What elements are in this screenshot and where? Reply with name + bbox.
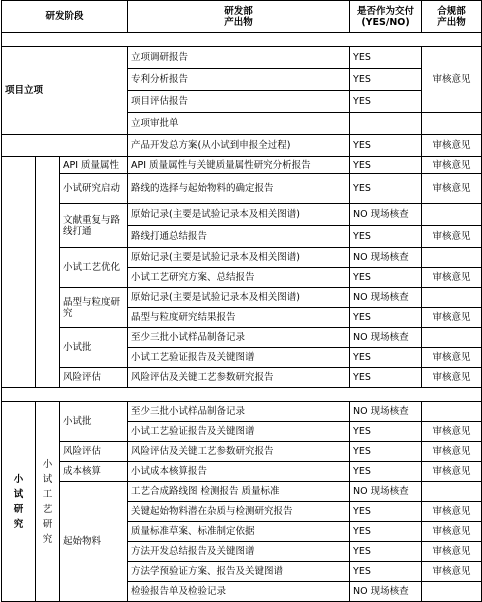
deliver-cell: YES bbox=[350, 462, 422, 482]
table-row bbox=[2, 288, 482, 308]
deliver-cell: YES bbox=[350, 174, 422, 204]
compliance-cell: 审核意见 bbox=[422, 462, 482, 482]
table-row bbox=[2, 174, 482, 204]
header-stage: 研发阶段 bbox=[2, 1, 128, 33]
output-cell: 专利分析报告 bbox=[128, 69, 350, 91]
table-row bbox=[2, 328, 482, 348]
deliver-cell: YES bbox=[350, 91, 422, 113]
deliver-cell: NO 现场核查 bbox=[350, 402, 422, 422]
header-compliance-output: 合规部 产出物 bbox=[422, 1, 482, 33]
compliance-cell: 审核意见 bbox=[422, 174, 482, 204]
table-row bbox=[2, 47, 482, 69]
compliance-cell: 审核意见 bbox=[422, 348, 482, 368]
output-cell: 路线打通总结报告 bbox=[128, 226, 350, 248]
header-deliverable: 是否作为交付 (YES/NO) bbox=[350, 1, 422, 33]
compliance-cell bbox=[422, 113, 482, 135]
stage-project-initiation: 项目立项 bbox=[2, 47, 128, 135]
deliver-cell: NO 现场核查 bbox=[350, 482, 422, 502]
output-cell: 原始记录(主要是试验记录本及相关图谱) bbox=[128, 248, 350, 268]
table-row bbox=[2, 157, 482, 174]
deliver-cell: YES bbox=[350, 502, 422, 522]
step-starting-materials: 起始物料 bbox=[60, 482, 128, 602]
output-cell: 立项调研报告 bbox=[128, 47, 350, 69]
deliverables-table bbox=[1, 0, 482, 602]
deliver-cell: YES bbox=[350, 157, 422, 174]
deliver-cell: YES bbox=[350, 562, 422, 582]
output-cell: 质量标准草案、标准制定依据 bbox=[128, 522, 350, 542]
stage-cell-empty bbox=[2, 157, 36, 388]
deliver-cell: YES bbox=[350, 522, 422, 542]
deliver-cell: YES bbox=[350, 268, 422, 288]
table-row bbox=[2, 402, 482, 422]
blank-row bbox=[2, 388, 482, 402]
deliver-cell: NO 现场核查 bbox=[350, 328, 422, 348]
deliver-cell: NO 现场核查 bbox=[350, 248, 422, 268]
output-cell: 原始记录(主要是试验记录本及相关图谱) bbox=[128, 204, 350, 226]
compliance-cell bbox=[422, 328, 482, 348]
compliance-cell bbox=[422, 204, 482, 226]
compliance-cell: 审核意见 bbox=[422, 522, 482, 542]
output-cell: 风险评估及关键工艺参数研究报告 bbox=[128, 442, 350, 462]
stage-cell-empty bbox=[2, 135, 128, 157]
compliance-cell: 审核意见 bbox=[422, 502, 482, 522]
substage-pilot-process: 小试工艺研究 bbox=[36, 402, 60, 602]
deliver-cell: YES bbox=[350, 422, 422, 442]
table-row bbox=[2, 442, 482, 462]
output-cell: 工艺合成路线图 检测报告 质量标准 bbox=[128, 482, 350, 502]
output-cell: 立项审批单 bbox=[128, 113, 350, 135]
step-risk-assessment: 风险评估 bbox=[60, 442, 128, 462]
deliver-cell: NO 现场核查 bbox=[350, 582, 422, 602]
output-cell: 检验报告单及检验记录 bbox=[128, 582, 350, 602]
header-row bbox=[2, 1, 482, 33]
compliance-cell: 审核意见 bbox=[422, 47, 482, 113]
output-cell: 路线的选择与起始物料的确定报告 bbox=[128, 174, 350, 204]
header-dept-output: 研发部 产出物 bbox=[128, 1, 350, 33]
deliver-cell: YES bbox=[350, 226, 422, 248]
step-pilot-start: 小试研究启动 bbox=[60, 174, 128, 204]
compliance-cell: 审核意见 bbox=[422, 562, 482, 582]
deliver-cell: YES bbox=[350, 69, 422, 91]
step-cost-accounting: 成本核算 bbox=[60, 462, 128, 482]
compliance-cell: 审核意见 bbox=[422, 226, 482, 248]
table-row bbox=[2, 204, 482, 226]
output-cell: API 质量属性与关键质量属性研究分析报告 bbox=[128, 157, 350, 174]
stage-pilot-research: 小试研究 bbox=[2, 402, 36, 602]
step-pilot-batch: 小试批 bbox=[60, 328, 128, 368]
output-cell: 产品开发总方案(从小试到申报全过程) bbox=[128, 135, 350, 157]
deliver-cell: YES bbox=[350, 135, 422, 157]
output-cell: 小试工艺验证报告及关键图谱 bbox=[128, 422, 350, 442]
step-risk-assessment: 风险评估 bbox=[60, 368, 128, 388]
compliance-cell: 审核意见 bbox=[422, 135, 482, 157]
output-cell: 风险评估及关键工艺参数研究报告 bbox=[128, 368, 350, 388]
compliance-cell bbox=[422, 482, 482, 502]
deliver-cell: YES bbox=[350, 368, 422, 388]
table-row bbox=[2, 135, 482, 157]
compliance-cell: 审核意见 bbox=[422, 268, 482, 288]
output-cell: 方法学预验证方案、报告及关键图谱 bbox=[128, 562, 350, 582]
compliance-cell: 审核意见 bbox=[422, 542, 482, 562]
deliver-cell: YES bbox=[350, 308, 422, 328]
compliance-cell bbox=[422, 402, 482, 422]
compliance-cell bbox=[422, 582, 482, 602]
output-cell: 关键起始物料潜在杂质与检测研究报告 bbox=[128, 502, 350, 522]
output-cell: 晶型与粒度研究结果报告 bbox=[128, 308, 350, 328]
step-crystal-particle: 晶型与粒度研究 bbox=[60, 288, 128, 328]
table-row bbox=[2, 368, 482, 388]
step-api-quality: API 质量属性 bbox=[60, 157, 128, 174]
deliver-cell: YES bbox=[350, 542, 422, 562]
step-literature-route: 文献重复与路线打通 bbox=[60, 204, 128, 248]
table-row bbox=[2, 248, 482, 268]
output-cell: 小试工艺验证报告及关键图谱 bbox=[128, 348, 350, 368]
table-row bbox=[2, 462, 482, 482]
output-cell: 原始记录(主要是试验记录本及相关图谱) bbox=[128, 288, 350, 308]
output-cell: 至少三批小试样品制备记录 bbox=[128, 328, 350, 348]
blank-row bbox=[2, 33, 482, 47]
table-row bbox=[2, 482, 482, 502]
compliance-cell: 审核意见 bbox=[422, 308, 482, 328]
deliver-cell bbox=[350, 113, 422, 135]
output-cell: 项目评估报告 bbox=[128, 91, 350, 113]
compliance-cell: 审核意见 bbox=[422, 442, 482, 462]
compliance-cell bbox=[422, 288, 482, 308]
deliver-cell: YES bbox=[350, 348, 422, 368]
substage-cell-empty bbox=[36, 157, 60, 388]
output-cell: 小试成本核算报告 bbox=[128, 462, 350, 482]
output-cell: 方法开发总结报告及关键图谱 bbox=[128, 542, 350, 562]
compliance-cell: 审核意见 bbox=[422, 157, 482, 174]
deliver-cell: NO 现场核查 bbox=[350, 288, 422, 308]
compliance-cell: 审核意见 bbox=[422, 368, 482, 388]
output-cell: 小试工艺研究方案、总结报告 bbox=[128, 268, 350, 288]
step-pilot-batch: 小试批 bbox=[60, 402, 128, 442]
compliance-cell: 审核意见 bbox=[422, 422, 482, 442]
deliver-cell: YES bbox=[350, 47, 422, 69]
compliance-cell bbox=[422, 248, 482, 268]
deliver-cell: NO 现场核查 bbox=[350, 204, 422, 226]
step-process-optimization: 小试工艺优化 bbox=[60, 248, 128, 288]
deliver-cell: YES bbox=[350, 442, 422, 462]
output-cell: 至少三批小试样品制备记录 bbox=[128, 402, 350, 422]
